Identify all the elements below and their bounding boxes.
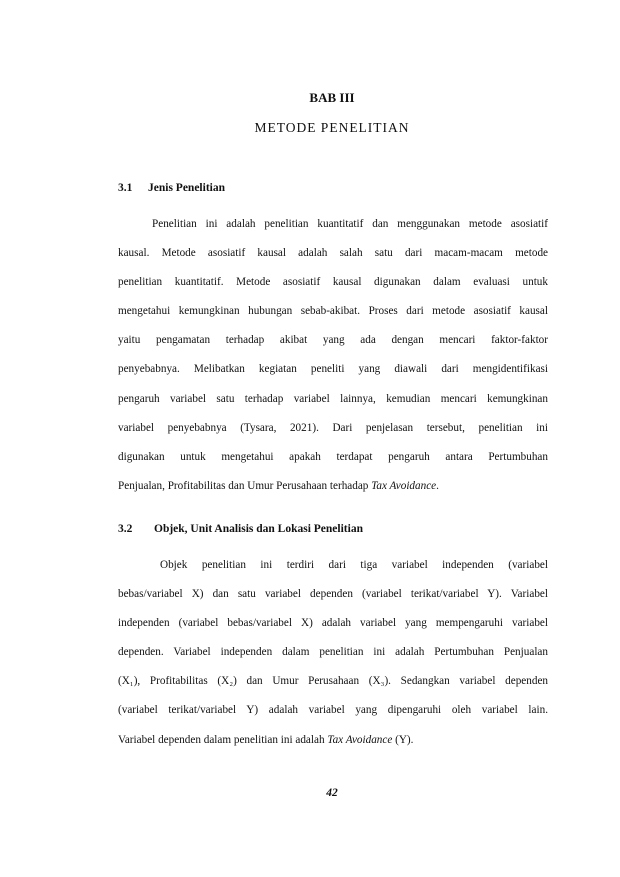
line-end: . (436, 479, 439, 492)
italic-term: Tax Avoidance (327, 733, 393, 746)
chapter-title: METODE PENELITIAN (254, 120, 410, 135)
section-3-2 (118, 523, 548, 755)
paragraph-line: (variabel terikat/variabel Y) adalah variabel yang dipengaruhi oleh variabel lain. (118, 704, 548, 717)
section-heading (118, 523, 548, 539)
paragraph-line: mengetahui kemungkinan hubungan sebab-akibat. Proses dari metode asosiatif kausal (118, 305, 548, 318)
paragraph (118, 551, 548, 755)
line-text: Variabel dependen dalam penelitian ini adalah (118, 733, 328, 746)
paragraph-line: Penelitian ini adalah penelitian kuantitatif dan menggunakan metode asosiatif (152, 218, 548, 230)
paragraph-line: Objek penelitian ini terdiri dari tiga variabel independen (variabel (160, 559, 548, 571)
paragraph-line: pengaruh variabel satu terhadap variabel lainnya, kemudian mencari kemungkinan (118, 392, 548, 405)
section-title: Objek, Unit Analisis dan Lokasi Penelitian (154, 523, 363, 535)
paragraph-line: variabel penyebabnya (Tysara, 2021). Dari penjelasan tersebut, penelitian ini (118, 421, 548, 434)
chapter-number: BAB III (309, 90, 355, 105)
line-text: Penjualan, Profitabilitas dan Umur Perusahaan terhadap (118, 479, 372, 492)
paragraph-line: dependen. Variabel independen dalam penelitian ini adalah Pertumbuhan Penjualan (118, 646, 548, 659)
section-title: Jenis Penelitian (148, 182, 225, 194)
section-number: 3.1 (118, 182, 133, 194)
section-3-1 (118, 182, 548, 501)
paragraph-line: bebas/variabel X) dan satu variabel dependen (variabel terikat/variabel Y). Variabel (118, 588, 548, 601)
italic-term: Tax Avoidance (371, 479, 437, 492)
paragraph-last-line (118, 726, 548, 755)
page-number: 42 (326, 787, 338, 799)
section-heading (118, 182, 548, 198)
line-end: (Y). (392, 733, 414, 746)
paragraph-line: yaitu pengamatan terhadap akibat yang ada dengan mencari faktor-faktor (118, 334, 548, 347)
section-number: 3.2 (118, 523, 133, 535)
paragraph-line: penelitian kuantitatif. Metode asosiatif kausal digunakan dalam evaluasi untuk (118, 276, 548, 289)
paragraph-line: independen (variabel bebas/variabel X) adalah variabel yang mempengaruhi variabel (118, 617, 548, 630)
paragraph-last-line (118, 472, 548, 501)
paragraph-line: kausal. Metode asosiatif kausal adalah salah satu dari macam-macam metode (118, 247, 548, 260)
paragraph-line: penyebabnya. Melibatkan kegiatan peneliti yang diawali dari mengidentifikasi (118, 363, 548, 376)
paragraph-line: (X₁), Profitabilitas (X₂) dan Umur Perusahaan (X₃). Sedangkan variabel dependen (118, 675, 548, 688)
paragraph (118, 210, 548, 501)
paragraph-line: digunakan untuk mengetahui apakah terdapat pengaruh antara Pertumbuhan (118, 450, 548, 463)
